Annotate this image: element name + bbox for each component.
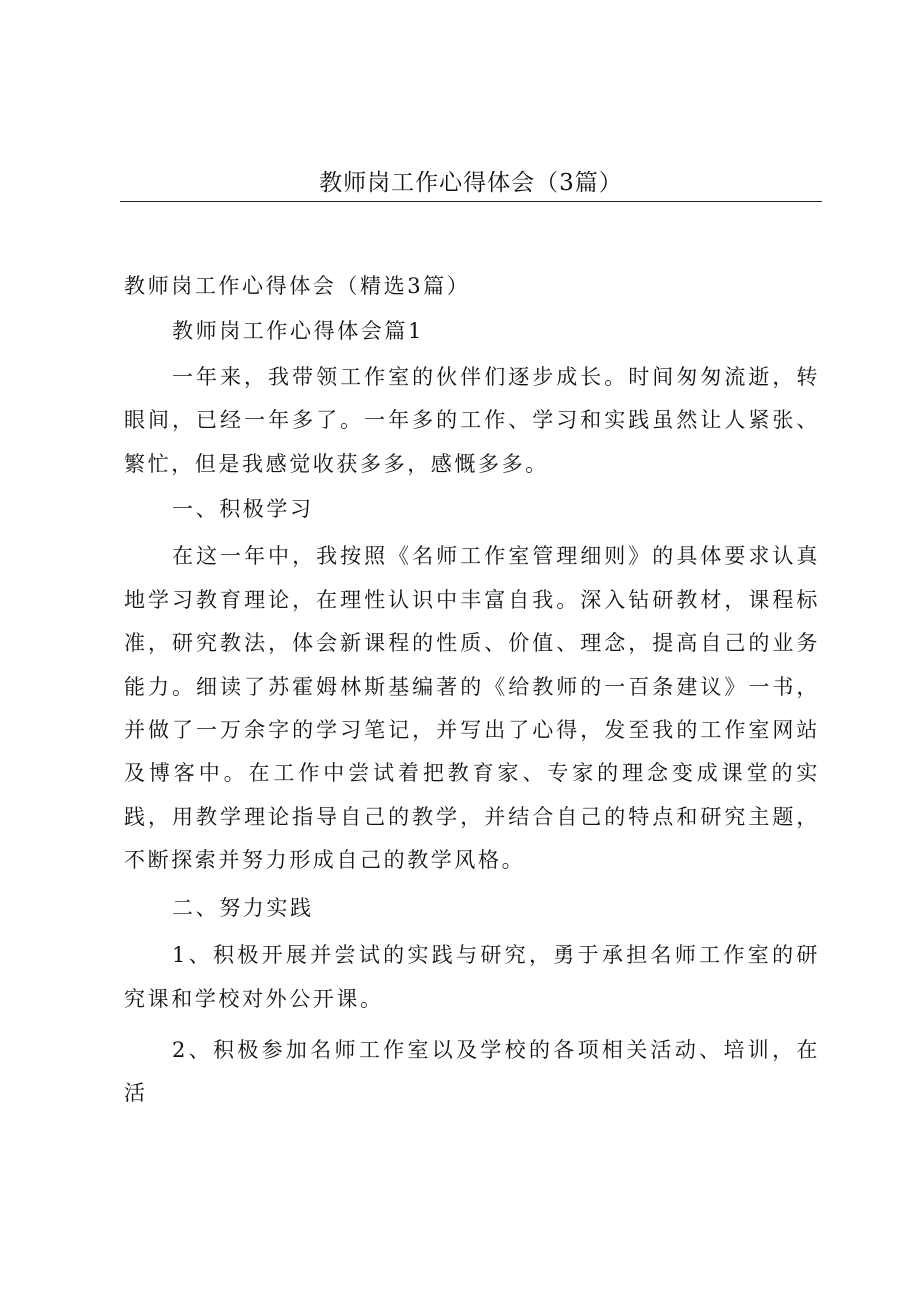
paragraph-section-heading: 教师岗工作心得体会篇1 [172, 319, 424, 344]
paragraph-intro: 一年来，我带领工作室的伙伴们逐步成长。时间匆匆流逝，转眼间，已经一年多了。一年多的工作、学习和实践虽然让人紧张、繁忙，但是我感觉收获多多，感慨多多。 [124, 364, 820, 476]
paragraph-subtitle: 教师岗工作心得体会（精选3篇） [124, 274, 471, 298]
paragraph-study: 在这一年中，我按照《名师工作室管理细则》的具体要求认真地学习教育理论，在理性认识中丰富自我。深入钻研教材，课程标准，研究教法，体会新课程的性质、价值、理念，提高自己的业务能力。细读了苏霍姆林斯基编著的《给教师的一百条建议》一书，并做了一万余字的学习笔记，并写出了心得，发至我的工作室网站及博客中。在工作中尝试着把教育家、专家的理念变成课堂的实践，用教学理论指导自己的教学，并结合自己的特点和研究主题，不断探索并努力形成自己的教学风格。 [124, 544, 820, 873]
paragraph-heading-study: 一、积极学习 [172, 497, 314, 522]
document-body [124, 265, 820, 1116]
paragraph-practice-1: 1、积极开展并尝试的实践与研究，勇于承担名师工作室的研究课和学校对外公开课。 [124, 943, 820, 1011]
document-title: 教师岗工作心得体会（3篇） [319, 170, 623, 196]
paragraph-practice-2: 2、积极参加名师工作室以及学校的各项相关活动、培训，在活 [124, 1037, 820, 1106]
paragraph-heading-practice: 二、努力实践 [172, 895, 314, 920]
title-underline [120, 201, 822, 202]
